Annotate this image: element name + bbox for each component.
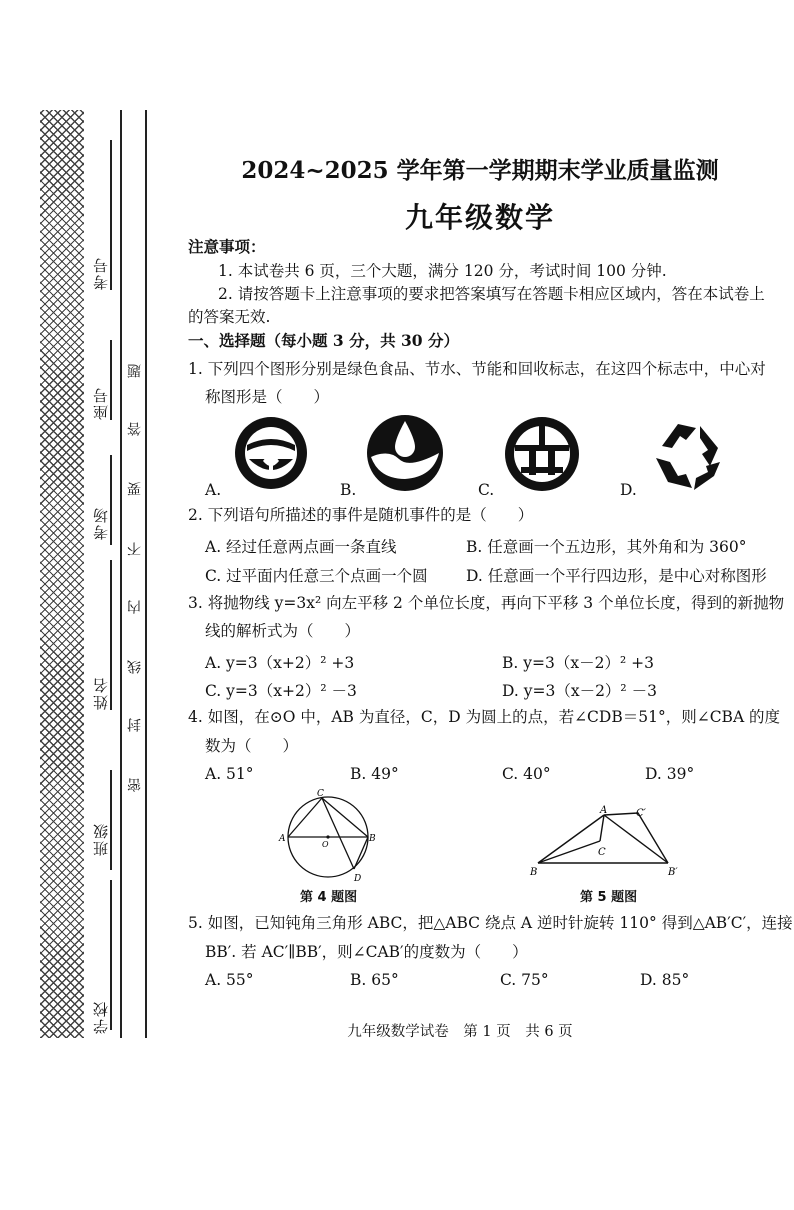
name-field[interactable] (110, 560, 112, 710)
exam-no-field[interactable] (110, 140, 112, 290)
seat-no-label: 座号 (92, 386, 110, 420)
seal-crosshatch-strip (40, 110, 84, 1038)
seal-char: 密 (127, 778, 143, 792)
seal-char: 题 (127, 364, 143, 378)
q1-option-b[interactable]: B. (340, 481, 357, 499)
notice-item-1: 1. 本试卷共 6 页，三个大题，满分 120 分，考试时间 100 分钟. (218, 262, 667, 280)
fig4-label-o: O (322, 840, 329, 849)
water-saving-logo-icon (365, 413, 445, 493)
q1-stem-cont: 称图形是（ ） (205, 388, 330, 406)
seal-line-inner (120, 110, 122, 1038)
q5-option-d[interactable]: D. 85° (640, 971, 690, 989)
fig5-label-b: B (530, 867, 538, 878)
page-footer: 九年级数学试卷 第 1 页 共 6 页 (347, 1024, 573, 1040)
q4-stem: 4. 如图，在⊙O 中，AB 为直径，C，D 为圆上的点，若∠CDB＝51°，则∠CBA 的度 (188, 708, 781, 726)
fig4-label-d: D (354, 874, 362, 884)
school-label: 学校 (92, 1000, 110, 1034)
q1-option-c[interactable]: C. (478, 481, 495, 499)
exam-room-field[interactable] (110, 455, 112, 545)
fig4-label-c: C (317, 789, 324, 799)
q4-option-a[interactable]: A. 51° (205, 765, 254, 783)
q2-stem: 2. 下列语句所描述的事件是随机事件的是（ ） (188, 506, 534, 524)
class-label: 班级 (92, 822, 110, 856)
exam-room-label: 考场 (92, 506, 110, 540)
q1-option-d[interactable]: D. (620, 481, 637, 499)
rotation-diagram (528, 805, 688, 880)
q3-option-a[interactable]: A. y=3（x+2）² +3 (205, 654, 355, 672)
q4-option-c[interactable]: C. 40° (502, 765, 551, 783)
seal-char: 封 (127, 718, 143, 732)
q3-option-d[interactable]: D. y=3（x－2）² －3 (502, 682, 657, 700)
q2-option-b[interactable]: B. 任意画一个五边形，其外角和为 360° (466, 538, 747, 556)
exam-subtitle: 九年级数学 (404, 201, 555, 234)
q2-option-d[interactable]: D. 任意画一个平行四边形，是中心对称图形 (466, 567, 767, 585)
q3-stem-cont: 线的解析式为（ ） (205, 622, 361, 640)
q4-option-b[interactable]: B. 49° (350, 765, 399, 783)
fig5-caption: 第 5 题图 (580, 890, 638, 905)
seal-char: 要 (127, 482, 143, 496)
exam-no-label: 考号 (92, 256, 110, 290)
notice-heading: 注意事项： (188, 237, 266, 256)
q2-option-c[interactable]: C. 过平面内任意三个点画一个圆 (205, 567, 428, 585)
q1-option-a[interactable]: A. (205, 481, 222, 499)
q3-option-c[interactable]: C. y=3（x+2）² －3 (205, 682, 357, 700)
seal-char: 答 (127, 422, 143, 436)
seal-char: 线 (127, 660, 143, 674)
fig5-label-c: C (598, 847, 606, 858)
seat-no-field[interactable] (110, 340, 112, 420)
q1-stem: 1. 下列四个图形分别是绿色食品、节水、节能和回收标志，在这四个标志中，中心对 (188, 360, 766, 378)
q3-option-b[interactable]: B. y=3（x－2）² +3 (502, 654, 654, 672)
circle-diagram (278, 785, 378, 885)
recycling-logo-icon (650, 418, 724, 494)
q3-stem: 3. 将抛物线 y=3x² 向左平移 2 个单位长度，再向下平移 3 个单位长度，得到的新抛物 (188, 594, 785, 612)
notice-item-2-cont: 的答案无效. (188, 308, 271, 326)
class-field[interactable] (110, 770, 112, 870)
seal-char: 不 (127, 542, 143, 556)
seal-line-outer (145, 110, 147, 1038)
notice-item-2: 2. 请按答题卡上注意事项的要求把答案填写在答题卡相应区域内，答在本试卷上 (218, 285, 765, 303)
fig5-label-a: A (600, 805, 608, 816)
q4-option-d[interactable]: D. 39° (645, 765, 695, 783)
q5-stem-cont: BB′. 若 AC′∥BB′，则∠CAB′的度数为（ ） (205, 943, 528, 961)
fig4-caption: 第 4 题图 (300, 890, 358, 905)
school-field[interactable] (110, 880, 112, 1030)
q5-stem: 5. 如图，已知钝角三角形 ABC，把△ABC 绕点 A 逆时针旋转 110° 得到△AB′C′，连接 (188, 914, 793, 932)
q5-option-a[interactable]: A. 55° (205, 971, 254, 989)
name-label: 姓名 (92, 676, 110, 710)
fig4-label-b: B (369, 834, 376, 844)
energy-saving-logo-icon (503, 415, 581, 493)
fig5-label-b-prime: B′ (668, 867, 678, 878)
green-food-logo-icon (233, 415, 309, 491)
q4-stem-cont: 数为（ ） (205, 737, 299, 755)
section-heading: 一、选择题（每小题 3 分，共 30 分） (188, 331, 459, 350)
seal-char: 内 (127, 600, 143, 614)
q5-option-c[interactable]: C. 75° (500, 971, 549, 989)
q5-option-b[interactable]: B. 65° (350, 971, 399, 989)
exam-title: 2024~2025 学年第一学期期末学业质量监测 (241, 157, 719, 184)
fig4-label-a: A (279, 834, 286, 844)
fig5-label-c-prime: C′ (636, 808, 646, 819)
q2-option-a[interactable]: A. 经过任意两点画一条直线 (205, 538, 397, 556)
